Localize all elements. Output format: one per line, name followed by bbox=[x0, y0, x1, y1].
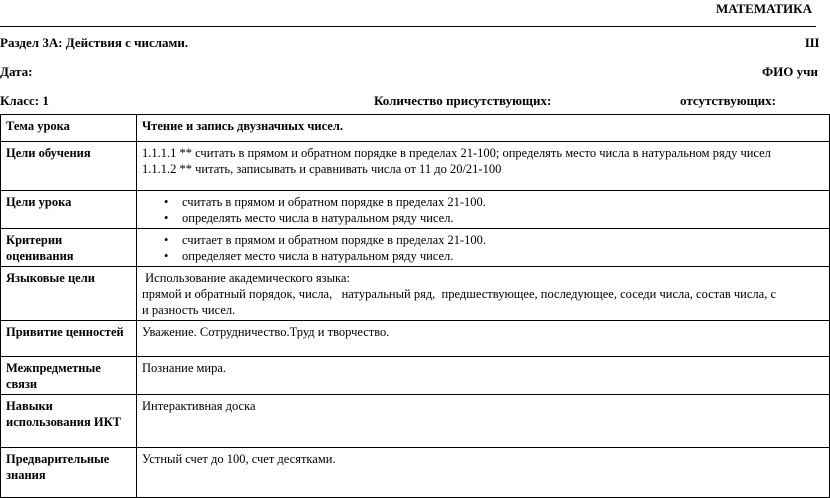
goal-line: 1.1.1.1 ** считать в прямом и обратном порядке в пределах 21-100; определять место числа в натуральном ряду чисел bbox=[142, 146, 771, 160]
ict-value: Интерактивная доска bbox=[137, 395, 830, 448]
values-value: Уважение. Сотрудничество.Труд и творчество. bbox=[137, 321, 830, 357]
table-row bbox=[1, 229, 830, 267]
lesson-goals-list bbox=[142, 194, 825, 226]
ict-label: Навыки использования ИКТ bbox=[1, 395, 137, 448]
values-label: Привитие ценностей bbox=[1, 321, 137, 357]
goals-value bbox=[137, 142, 830, 191]
goals-label: Цели обучения bbox=[1, 142, 137, 191]
criteria-label: Критерии оценивания bbox=[1, 229, 137, 267]
lesson-plan-table bbox=[0, 114, 830, 498]
list-item: • считать в прямом и обратном порядке в пределах 21-100. bbox=[182, 194, 825, 210]
language-line: и разность чисел. bbox=[142, 303, 236, 317]
table-row bbox=[1, 321, 830, 357]
table-row bbox=[1, 191, 830, 229]
table-row bbox=[1, 357, 830, 395]
section-label: Раздел 3А: Действия с числами. bbox=[0, 35, 189, 50]
list-item: • считает в прямом и обратном порядке в пределах 21-100. bbox=[182, 232, 825, 248]
table-row bbox=[1, 395, 830, 448]
absent-label: отсутствующих: bbox=[680, 93, 776, 108]
goal-line: 1.1.1.2 ** читать, записывать и сравнивать числа от 11 до 20/21-100 bbox=[142, 162, 502, 176]
teacher-label: ФИО учи bbox=[762, 64, 818, 79]
class-label: Класс: 1 bbox=[0, 93, 49, 108]
prior-value: Устный счет до 100, счет десятками. bbox=[137, 448, 830, 498]
table-row bbox=[1, 448, 830, 498]
topic-value: Чтение и запись двузначных чисел. bbox=[137, 115, 830, 142]
criteria-list bbox=[142, 232, 825, 264]
topic-label: Тема урока bbox=[1, 115, 137, 142]
lesson-goals-label: Цели урока bbox=[1, 191, 137, 229]
header-divider bbox=[0, 26, 816, 27]
cross-value: Познание мира. bbox=[137, 357, 830, 395]
language-value bbox=[137, 267, 830, 321]
cross-label: Межпредметные связи bbox=[1, 357, 137, 395]
table-row bbox=[1, 142, 830, 191]
list-item: • определяет место числа в натуральном ряду чисел. bbox=[182, 248, 825, 264]
table-row bbox=[1, 267, 830, 321]
table-row bbox=[1, 115, 830, 142]
language-line: Использование академического языка: bbox=[142, 271, 350, 285]
date-label: Дата: bbox=[0, 64, 33, 79]
subject-title: МАТЕМАТИКА bbox=[716, 1, 812, 16]
criteria-value bbox=[137, 229, 830, 267]
prior-label: Предварительные знания bbox=[1, 448, 137, 498]
lesson-goals-value bbox=[137, 191, 830, 229]
list-item: • определять место числа в натуральном ряду чисел. bbox=[182, 210, 825, 226]
present-label: Количество присутствующих: bbox=[374, 93, 552, 108]
school-label: Ш bbox=[805, 35, 820, 50]
language-label: Языковые цели bbox=[1, 267, 137, 321]
language-line: прямой и обратный порядок, числа, натуральный ряд, предшествующее, последующее, соседи числа, состав числа, с bbox=[142, 287, 776, 301]
